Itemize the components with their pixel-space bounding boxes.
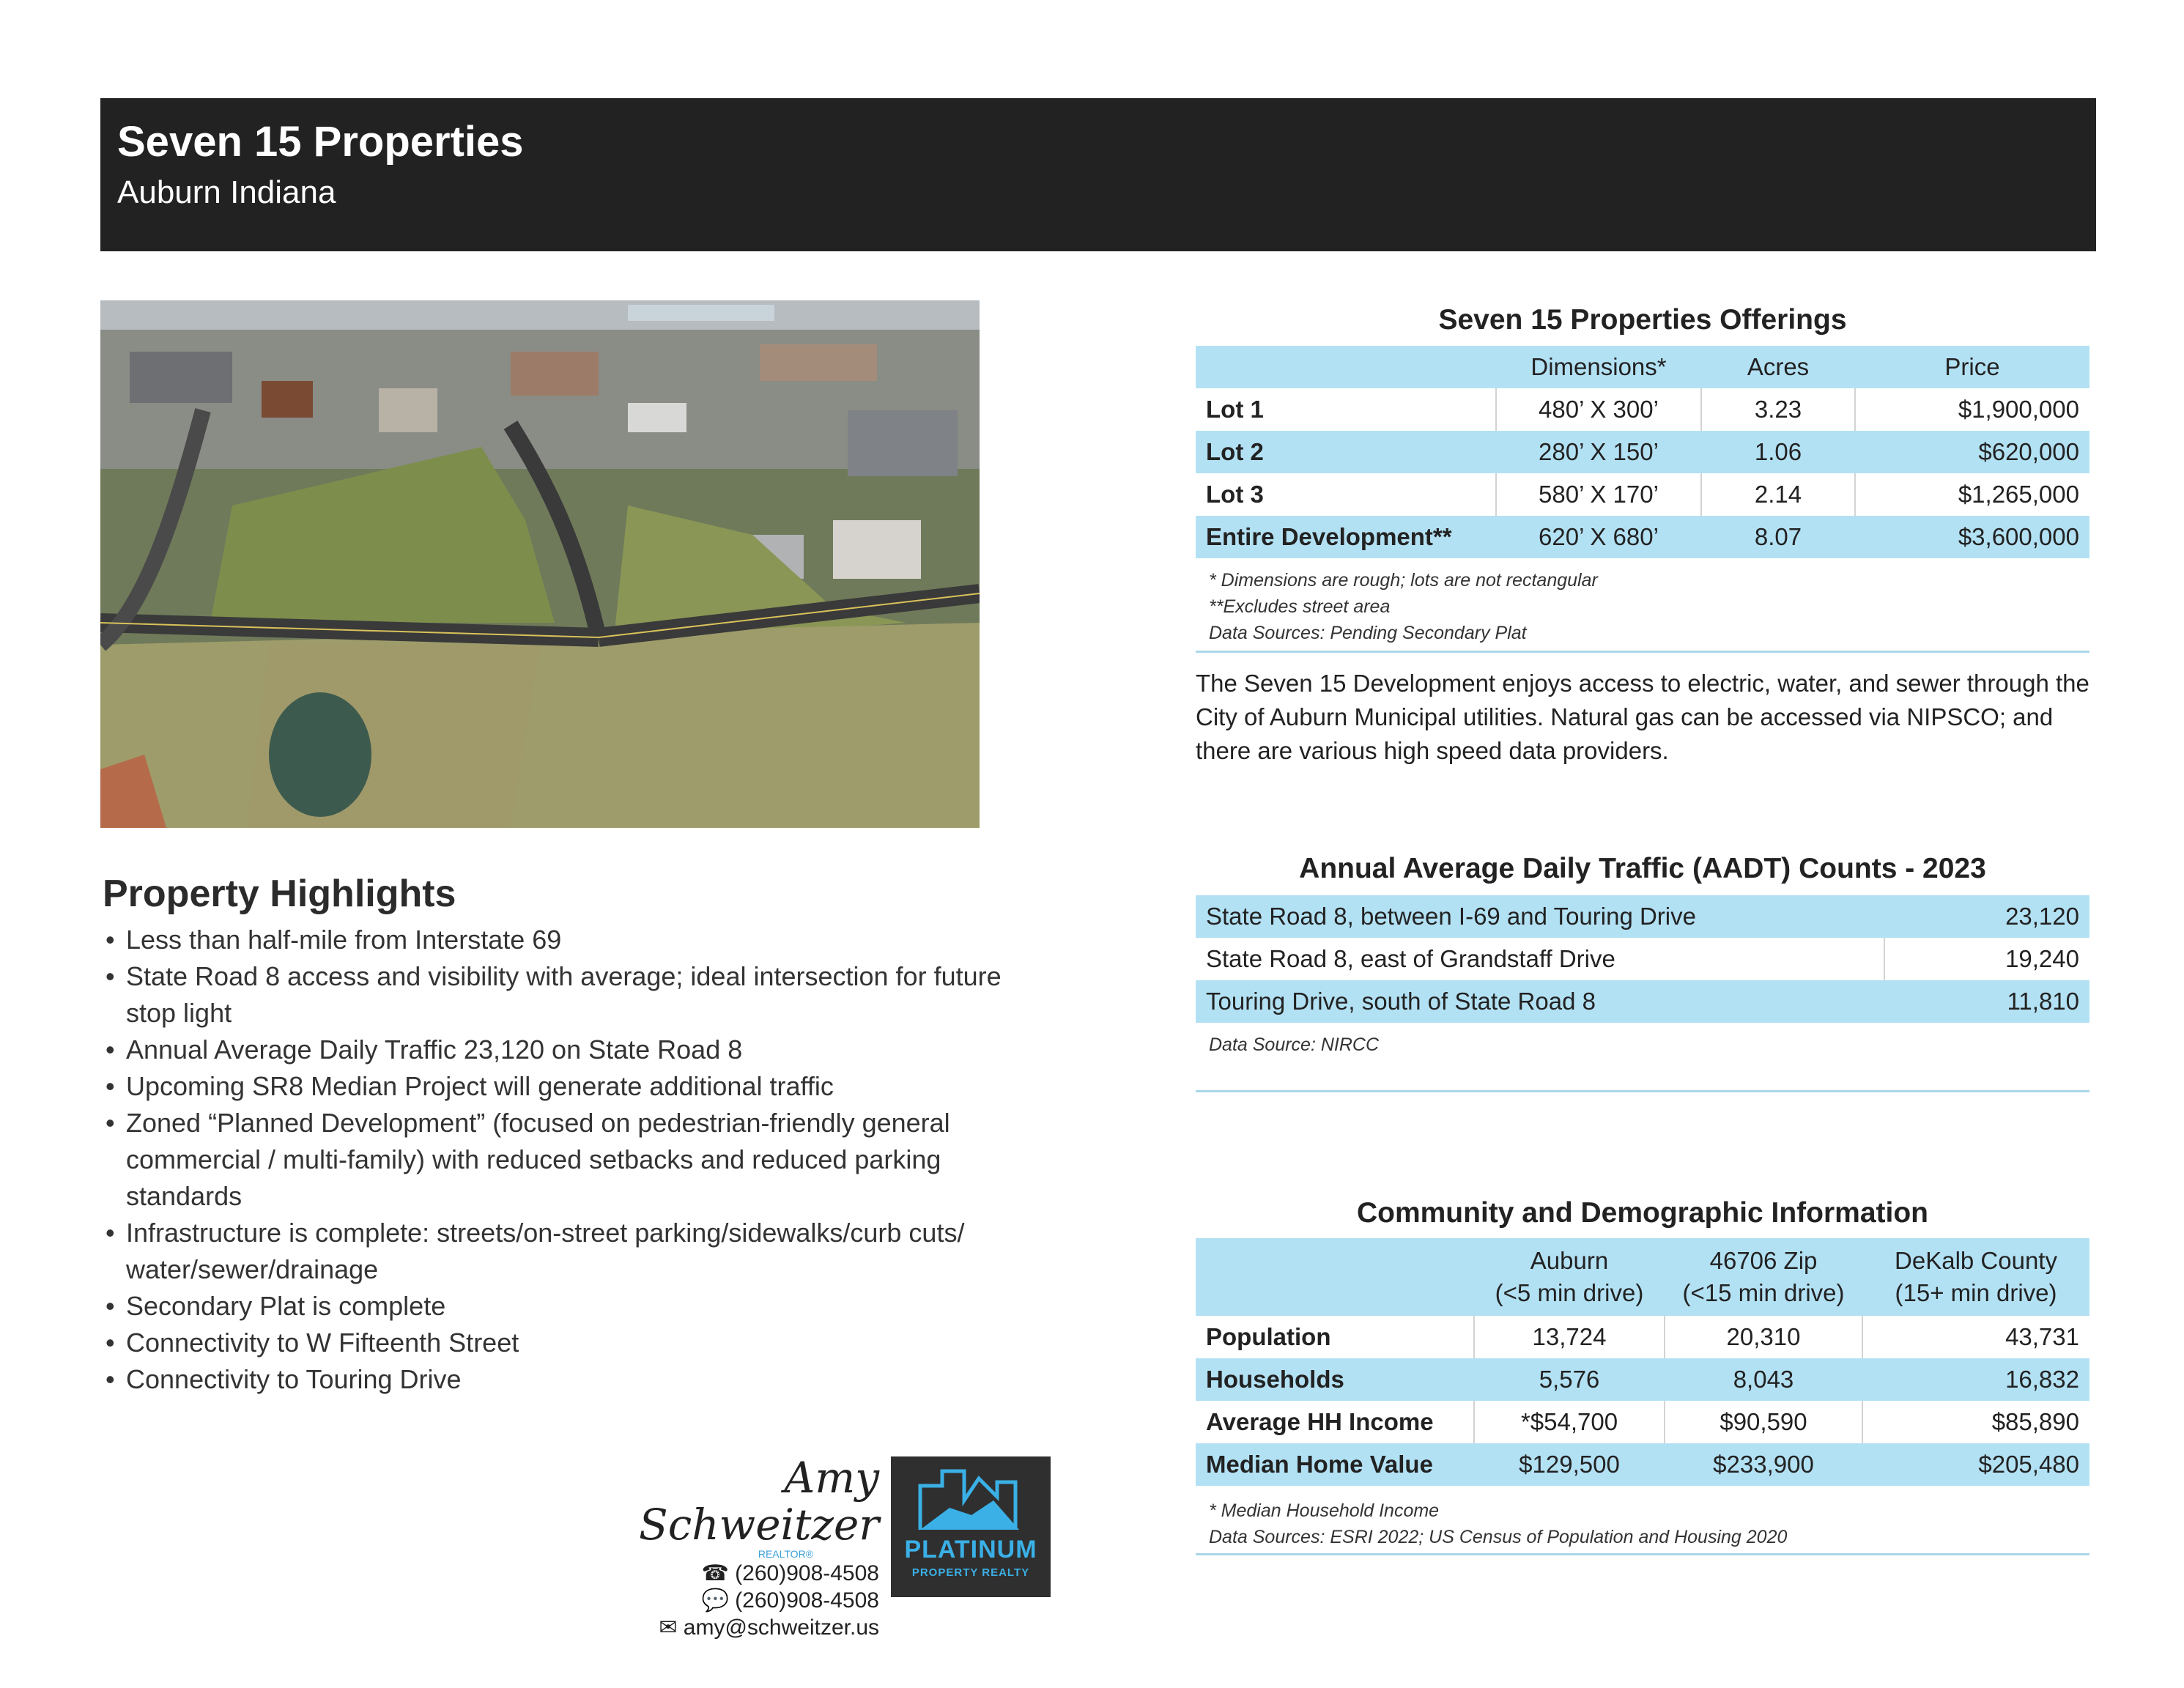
table-header-row bbox=[1196, 1238, 2089, 1316]
column-header-sub: (15+ min drive) bbox=[1895, 1279, 2057, 1306]
agent-email[interactable] bbox=[557, 1614, 879, 1641]
table-cell: 3.23 bbox=[1701, 388, 1855, 431]
table-row bbox=[1196, 1443, 2089, 1486]
table-cell: 13,724 bbox=[1474, 1316, 1665, 1358]
traffic-title: Annual Average Daily Traffic (AADT) Counts - 2023 bbox=[1299, 853, 1986, 884]
skyline-icon bbox=[891, 1456, 1051, 1537]
offerings-notes bbox=[1209, 567, 1598, 646]
table-cell: 16,832 bbox=[1862, 1358, 2089, 1401]
row-label: Entire Development** bbox=[1196, 516, 1496, 558]
table-row bbox=[1196, 473, 2089, 516]
property-highlights bbox=[103, 872, 1055, 1398]
chat-icon: 💬 bbox=[701, 1588, 729, 1613]
row-label: Lot 3 bbox=[1196, 473, 1496, 516]
column-header bbox=[1474, 1238, 1665, 1316]
note-line: Data Sources: ESRI 2022; US Census of Population and Housing 2020 bbox=[1209, 1527, 1788, 1547]
column-header bbox=[1196, 346, 1496, 388]
brokerage-logo bbox=[891, 1456, 1051, 1597]
list-item: • State Road 8 access and visibility with average; ideal intersection for future stop light bbox=[103, 958, 1055, 1032]
table-cell: $1,265,000 bbox=[1855, 473, 2089, 516]
table-cell: $620,000 bbox=[1855, 431, 2089, 473]
list-item: • Connectivity to W Fifteenth Street bbox=[103, 1325, 1055, 1361]
divider bbox=[1196, 1553, 2089, 1555]
column-header-sub: (<5 min drive) bbox=[1495, 1279, 1644, 1306]
agent-contact bbox=[557, 1454, 879, 1641]
table-cell: 620’ X 680’ bbox=[1496, 516, 1701, 558]
list-item: • Upcoming SR8 Median Project will generate additional traffic bbox=[103, 1068, 1055, 1105]
column-header: Dimensions* bbox=[1496, 346, 1701, 388]
row-label: Lot 2 bbox=[1196, 431, 1496, 473]
logo-brand: PLATINUM bbox=[904, 1536, 1037, 1563]
table-row bbox=[1196, 1316, 2089, 1358]
table-cell: 480’ X 300’ bbox=[1496, 388, 1701, 431]
table-cell: 280’ X 150’ bbox=[1496, 431, 1701, 473]
phone-icon: ☎ bbox=[701, 1561, 729, 1585]
row-label: Median Home Value bbox=[1196, 1443, 1474, 1486]
row-label: Lot 1 bbox=[1196, 388, 1496, 431]
note-line: Data Sources: Pending Secondary Plat bbox=[1209, 623, 1527, 643]
table-cell: 2.14 bbox=[1701, 473, 1855, 516]
road-label: Touring Drive, south of State Road 8 bbox=[1196, 980, 1884, 1023]
list-item: • Annual Average Daily Traffic 23,120 on State Road 8 bbox=[103, 1032, 1055, 1068]
table-row bbox=[1196, 1401, 2089, 1443]
column-header: Price bbox=[1855, 346, 2089, 388]
table-row bbox=[1196, 388, 2089, 431]
text-number: (260)908-4508 bbox=[735, 1588, 879, 1613]
table-row bbox=[1196, 516, 2089, 558]
agent-phone[interactable] bbox=[557, 1560, 879, 1587]
list-item: • Zoned “Planned Development” (focused on pedestrian-friendly general commercial / multi-family) with reduced setbacks and reduced parking standards bbox=[103, 1105, 1055, 1215]
column-header-name: DeKalb County bbox=[1895, 1247, 2057, 1274]
divider bbox=[1196, 651, 2089, 653]
list-item: • Less than half-mile from Interstate 69 bbox=[103, 922, 1055, 958]
demographics-title: Community and Demographic Information bbox=[1356, 1197, 1929, 1229]
agent-text[interactable] bbox=[557, 1587, 879, 1614]
table-cell: 580’ X 170’ bbox=[1496, 473, 1701, 516]
table-cell: $90,590 bbox=[1665, 1401, 1862, 1443]
phone-number: (260)908-4508 bbox=[735, 1561, 879, 1585]
table-row bbox=[1196, 1358, 2089, 1401]
row-label: Households bbox=[1196, 1358, 1474, 1401]
traffic-note: Data Source: NIRCC bbox=[1209, 1034, 1380, 1055]
road-label: State Road 8, between I-69 and Touring Drive bbox=[1196, 895, 1884, 938]
traffic-count: 23,120 bbox=[1884, 895, 2089, 938]
traffic-count: 19,240 bbox=[1884, 938, 2089, 980]
agent-name: Amy Schweitzer bbox=[638, 1453, 879, 1550]
page-title: Seven 15 Properties bbox=[117, 118, 524, 166]
column-header-name: Auburn bbox=[1530, 1247, 1609, 1274]
table-cell: $1,900,000 bbox=[1855, 388, 2089, 431]
agent-title: REALTOR® bbox=[758, 1548, 813, 1560]
note-line: * Median Household Income bbox=[1209, 1500, 1440, 1521]
table-row bbox=[1196, 980, 2089, 1023]
table-cell: $3,600,000 bbox=[1855, 516, 2089, 558]
note-line: * Dimensions are rough; lots are not rectangular bbox=[1209, 570, 1598, 591]
demographics-table bbox=[1196, 1238, 2089, 1486]
traffic-table bbox=[1196, 895, 2089, 1023]
offerings-table bbox=[1196, 346, 2089, 558]
column-header: Acres bbox=[1701, 346, 1855, 388]
note-line: **Excludes street area bbox=[1209, 596, 1391, 617]
table-cell: 1.06 bbox=[1701, 431, 1855, 473]
aerial-photo bbox=[100, 300, 980, 828]
email-address: amy@schweitzer.us bbox=[683, 1615, 879, 1640]
column-header bbox=[1665, 1238, 1862, 1316]
header-banner bbox=[100, 98, 2096, 251]
row-label: Average HH Income bbox=[1196, 1401, 1474, 1443]
table-cell: $129,500 bbox=[1474, 1443, 1665, 1486]
table-cell: 8,043 bbox=[1665, 1358, 1862, 1401]
highlights-title: Property Highlights bbox=[103, 873, 456, 915]
table-cell: 5,576 bbox=[1474, 1358, 1665, 1401]
table-cell: 43,731 bbox=[1862, 1316, 2089, 1358]
table-cell: $85,890 bbox=[1862, 1401, 2089, 1443]
divider bbox=[1196, 1090, 2089, 1092]
traffic-count: 11,810 bbox=[1884, 980, 2089, 1023]
table-cell: *$54,700 bbox=[1474, 1401, 1665, 1443]
list-item: • Connectivity to Touring Drive bbox=[103, 1361, 1055, 1398]
column-header-sub: (<15 min drive) bbox=[1682, 1279, 1845, 1306]
utilities-paragraph: The Seven 15 Development enjoys access to electric, water, and sewer through the City of Auburn Municipal utilities. Natural gas can be accessed via NIPSCO; and there are various high speed data providers. bbox=[1196, 670, 2089, 764]
table-header-row bbox=[1196, 346, 2089, 388]
column-header bbox=[1862, 1238, 2089, 1316]
page-subtitle: Auburn Indiana bbox=[117, 174, 336, 210]
table-cell: $205,480 bbox=[1862, 1443, 2089, 1486]
table-row bbox=[1196, 938, 2089, 980]
offerings-title: Seven 15 Properties Offerings bbox=[1438, 304, 1847, 336]
mail-icon: ✉ bbox=[659, 1615, 678, 1640]
list-item: • Infrastructure is complete: streets/on-street parking/sidewalks/curb cuts/ water/sewer/drainage bbox=[103, 1215, 1055, 1288]
table-row bbox=[1196, 431, 2089, 473]
table-cell: 20,310 bbox=[1665, 1316, 1862, 1358]
table-cell: $233,900 bbox=[1665, 1443, 1862, 1486]
highlights-list bbox=[103, 922, 1055, 1398]
table-row bbox=[1196, 895, 2089, 938]
demographics-notes bbox=[1209, 1498, 1787, 1550]
row-label: Population bbox=[1196, 1316, 1474, 1358]
table-cell: 8.07 bbox=[1701, 516, 1855, 558]
column-header-name: 46706 Zip bbox=[1709, 1247, 1818, 1274]
list-item: • Secondary Plat is complete bbox=[103, 1288, 1055, 1325]
road-label: State Road 8, east of Grandstaff Drive bbox=[1196, 938, 1884, 980]
logo-subtitle: PROPERTY REALTY bbox=[911, 1566, 1030, 1579]
